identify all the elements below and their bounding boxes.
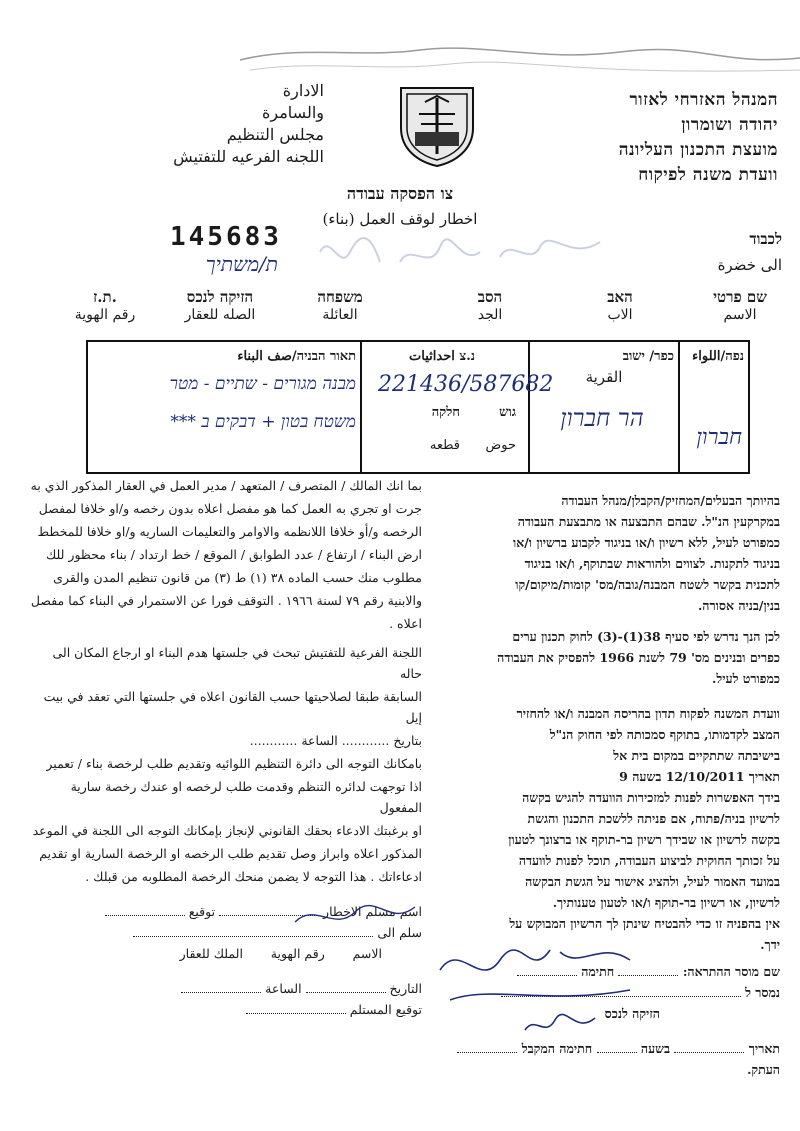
hebrew-line: במקרקעין הנ"ל. שבהם התבצעה או מתבצעת העבודה bbox=[517, 514, 780, 529]
receiver-field-he[interactable] bbox=[457, 1052, 517, 1053]
hebrew-line: וועדת המשנה לפקוח תדון בהריסה המבנה ו/או להחזיר bbox=[516, 706, 780, 721]
arabic-line: بامكانك التوجه الى دائرة التنظيم اللوائيه وتقديم طلب لرخصة بناء / تعمير bbox=[46, 756, 422, 771]
field-id bbox=[60, 288, 150, 323]
footer-line bbox=[30, 999, 422, 1020]
date-field-he[interactable] bbox=[674, 1052, 744, 1053]
handwritten-signature bbox=[430, 930, 660, 1010]
table-divider bbox=[528, 342, 530, 472]
field-relation bbox=[165, 288, 275, 323]
time-field[interactable] bbox=[181, 992, 261, 993]
header-he-line: יהודה ושומרון bbox=[681, 115, 778, 135]
details-table bbox=[86, 340, 750, 474]
hebrew-line: על זכותך החוקית לביצוע העבודה, תוכל לפנות לוועדה bbox=[518, 853, 780, 868]
torn-edge bbox=[0, 0, 800, 90]
hebrew-line: כפרים ובנינים מס' 79 לשנת 1966 להפסיק את העבודה bbox=[497, 650, 780, 665]
copy-label: העתק. bbox=[747, 1062, 780, 1077]
arabic-line: اللجنة الفرعية للتفتيش تبحث في جلستها هدم البناء او ارجاع المكان الى حاله bbox=[52, 645, 422, 681]
field-label-he: האב bbox=[607, 288, 633, 306]
field-label-ar: رقم الهوية bbox=[74, 307, 136, 323]
hebrew-line: בידך האפשרות לפנות למזכירות הוועדה להגיש בקשה bbox=[522, 790, 780, 805]
serial-number: 145683 bbox=[170, 222, 282, 252]
emblem-icon bbox=[397, 84, 477, 168]
field-label-ar: الاب bbox=[607, 307, 633, 323]
footer-line bbox=[30, 978, 422, 999]
building-label: תאור הבניה/صف البناء bbox=[237, 349, 356, 364]
signature-label: توقيع bbox=[188, 904, 216, 919]
hebrew-line: תאריך 12/10/2011 בשעה 9 bbox=[619, 769, 780, 784]
time-label-he: בשעה bbox=[640, 1041, 671, 1056]
header-ar-line: مجلس التنظيم bbox=[226, 125, 324, 144]
naphat-value: חברון bbox=[696, 425, 742, 450]
arabic-line: ادعاءاتك . هذا التوجه لا يضمن منحك الرخصة المطلوبه من قبلك . bbox=[85, 869, 422, 884]
header-hebrew bbox=[478, 88, 778, 188]
helka-label: חלקה bbox=[431, 405, 460, 420]
hebrew-line: לרשיון בניה/פתוח, אם פניתה ללשכת התכנון והגשת bbox=[527, 811, 780, 826]
hebrew-line: בניגוד לתקנות. לצווים ולהוראות שבתוקף, ו/או בניגוד bbox=[524, 556, 780, 571]
hebrew-line: אין בהפניה זו כדי להבטיח שינתן לך הרשיון המבוקש על bbox=[509, 916, 780, 931]
hebrew-line: המצב לקדמותו, בתוקף סמכותה לפי החוק הנ"ל bbox=[549, 727, 780, 742]
field-father bbox=[570, 288, 670, 323]
arabic-signature bbox=[290, 892, 420, 942]
bleed-through-marks bbox=[310, 222, 610, 282]
id-number-label: رقم الهوية bbox=[270, 946, 325, 961]
hebrew-line: לרשיון, או רשיון בר-תוקף ו/או לטעון טענותיך. bbox=[552, 895, 780, 910]
signature-field[interactable] bbox=[105, 915, 185, 916]
footer-line bbox=[455, 1059, 780, 1080]
arabic-line: السابقة طبقا لصلاحيتها حسب القانون اعلاه في جلستها التي تعقد في بيت إيل bbox=[43, 689, 422, 725]
hebrew-line: בהיותך הבעלים/המחזיק/הקבלן/מנהל העבודה bbox=[561, 493, 780, 508]
arabic-line: بتاريخ ............ الساعة ............ bbox=[249, 733, 422, 748]
title-arabic: اخطار لوقف العمل (بناء) bbox=[322, 210, 478, 228]
relation-label: الملك للعقار bbox=[179, 946, 243, 961]
header-ar-line: والسامرة bbox=[262, 103, 324, 122]
hebrew-line: במועד האמור לעיל, ולהציג אישור על הגשת הבקשה bbox=[525, 874, 780, 889]
date-label-he: תאריך bbox=[748, 1041, 780, 1056]
footer-line bbox=[455, 1038, 780, 1059]
gush-label: גוש bbox=[499, 405, 516, 420]
arabic-line: مطلوب منك حسب الماده ٣٨ (١) ط (٣) من قانون تنظيم المدن والقرى bbox=[53, 570, 422, 585]
hebrew-line: ידך. bbox=[760, 937, 780, 952]
header-he-line: וועדת משנה לפיקוח bbox=[638, 165, 778, 185]
naphat-label: נפה/اللواء bbox=[692, 349, 744, 364]
hebrew-signature-label: חתימה bbox=[581, 964, 615, 979]
recipient-name-label: اسم مسلم الاخطار bbox=[323, 904, 422, 919]
hebrew-line: בקשה לרשיון או שבידך רשיון בר-תוקף או ברצונך לטעון bbox=[508, 832, 780, 847]
date-field[interactable] bbox=[306, 992, 386, 993]
field-headers bbox=[60, 288, 790, 340]
footer-line bbox=[30, 943, 422, 964]
field-first-name bbox=[690, 288, 790, 323]
arabic-line: اعلاه . bbox=[389, 616, 422, 631]
time-field-he[interactable] bbox=[597, 1052, 637, 1053]
date-label: التاريخ bbox=[389, 981, 422, 996]
header-ar-line: اللجنه الفرعيه للتفتيش bbox=[173, 147, 324, 166]
hebrew-line: לתכנית בקשר לשטח המבנה/גובה/מס' קומות/מיקום/קו bbox=[515, 577, 780, 592]
field-label-he: משפחה bbox=[317, 288, 363, 306]
header-he-line: המנהל האזרחי לאזור bbox=[629, 90, 778, 110]
addressee-arabic: الى خضرة bbox=[717, 256, 782, 274]
name-label: الاسم bbox=[352, 946, 382, 961]
field-family bbox=[290, 288, 390, 323]
helka-label-ar: قطعه bbox=[429, 438, 460, 453]
building-value-1: מבנה מגורים - שתיים - מטר bbox=[169, 374, 356, 394]
header-ar-line: الادارة bbox=[282, 81, 324, 100]
issuer-label: שם מוסר ההתראה: bbox=[682, 964, 780, 979]
arabic-line: او برغبتك الادعاء بحقك القانوني لإنجاز بإمكانك التوجه الى اللجنة في الموعد bbox=[32, 823, 422, 838]
header-he-line: מועצת התכנון העליונה bbox=[618, 140, 778, 160]
title-hebrew: צו הפסקה עבודה bbox=[346, 184, 454, 203]
receiver-signature-field[interactable] bbox=[246, 1013, 346, 1014]
village-label-ar: القرية bbox=[585, 368, 623, 386]
hebrew-line: בישיבתה שתתקיים במקום בית אל bbox=[613, 748, 780, 763]
time-label: الساعة bbox=[265, 981, 302, 996]
receiver-scribble bbox=[520, 1010, 600, 1040]
arabic-line: جرت او تجري به العمل كما هو مفصل اعلاه بدون رخصه و/او خلافا لمفصل bbox=[38, 501, 422, 516]
table-divider bbox=[678, 342, 680, 472]
serial-handwritten: ת/משתיך bbox=[205, 252, 278, 276]
hebrew-line: בנין/בניה אסורה. bbox=[697, 598, 780, 613]
gush-label-ar: حوض bbox=[485, 438, 516, 453]
village-value: הר חברון bbox=[560, 404, 644, 432]
header-arabic bbox=[84, 80, 324, 168]
arabic-line: المذكور اعلاه وابراز وصل تقديم طلب الرخصه او الرخصة السارية او تقديم bbox=[39, 846, 422, 861]
receiver-signature-label: توقيع المستلم bbox=[349, 1002, 422, 1017]
receiver-label-he: חתימה המקבל bbox=[521, 1041, 593, 1056]
field-label-ar: العائلة bbox=[322, 307, 358, 323]
arabic-line: والابنية رقم ٧٩ لسنة ١٩٦٦ . التوقف فورا عن الاستمرار في البناء كما مفصل bbox=[30, 593, 422, 608]
arabic-line: الرخصه و/أو خلافا اللانظمه والاوامر والتعليمات الساريه و/او خلافا للمخطط bbox=[37, 524, 422, 539]
field-label-he: הזיקה לנכס bbox=[186, 288, 254, 306]
coords-label: נ.צ احداثيات bbox=[409, 349, 475, 364]
field-label-he: שם פרטי bbox=[713, 288, 767, 306]
relation-label-he: הזיקה לנכס bbox=[604, 1006, 660, 1021]
arabic-line: ارض البناء / ارتفاع / عدد الطوابق / الموقع / خط ارتداد / بناء محظور للك bbox=[45, 547, 422, 562]
building-value-2: משטח בטון + דבקים ב *** bbox=[170, 412, 356, 432]
hebrew-line: לכן הנך נדרש לפי סעיף 38(1)-(3) לחוק תכנון ערים bbox=[512, 629, 780, 644]
coords-value: 221436/587682 bbox=[378, 372, 554, 397]
field-label-ar: الجد bbox=[477, 307, 503, 323]
hebrew-line: כמפורט לעיל. bbox=[712, 671, 780, 686]
hebrew-line: כמפורט לעיל, ללא רשיון ו/או בניגוד לקבוע ברשיון ו/או bbox=[513, 535, 780, 550]
field-label-ar: الصله للعقار bbox=[184, 307, 256, 323]
delivered-label: נמסר ל bbox=[745, 985, 780, 1000]
field-label-he: ת.ז. bbox=[93, 288, 117, 306]
field-grandfather bbox=[440, 288, 540, 323]
arabic-line: بما انك المالك / المتصرف / المتعهد / مدير العمل في العقار المذكور الذي به bbox=[30, 478, 422, 493]
delivered-to-label: سلم الى bbox=[377, 925, 422, 940]
field-label-he: הסב bbox=[477, 288, 503, 306]
arabic-line: اذا توجهت لدائره التنظم وقدمت طلب لرخصه او عندك رخصة سارية المفعول bbox=[70, 779, 422, 815]
addressee-hebrew: לכבוד bbox=[749, 230, 782, 248]
village-label-he: כפר/ ישוב bbox=[622, 349, 674, 364]
field-label-ar: الاسم bbox=[723, 307, 757, 323]
